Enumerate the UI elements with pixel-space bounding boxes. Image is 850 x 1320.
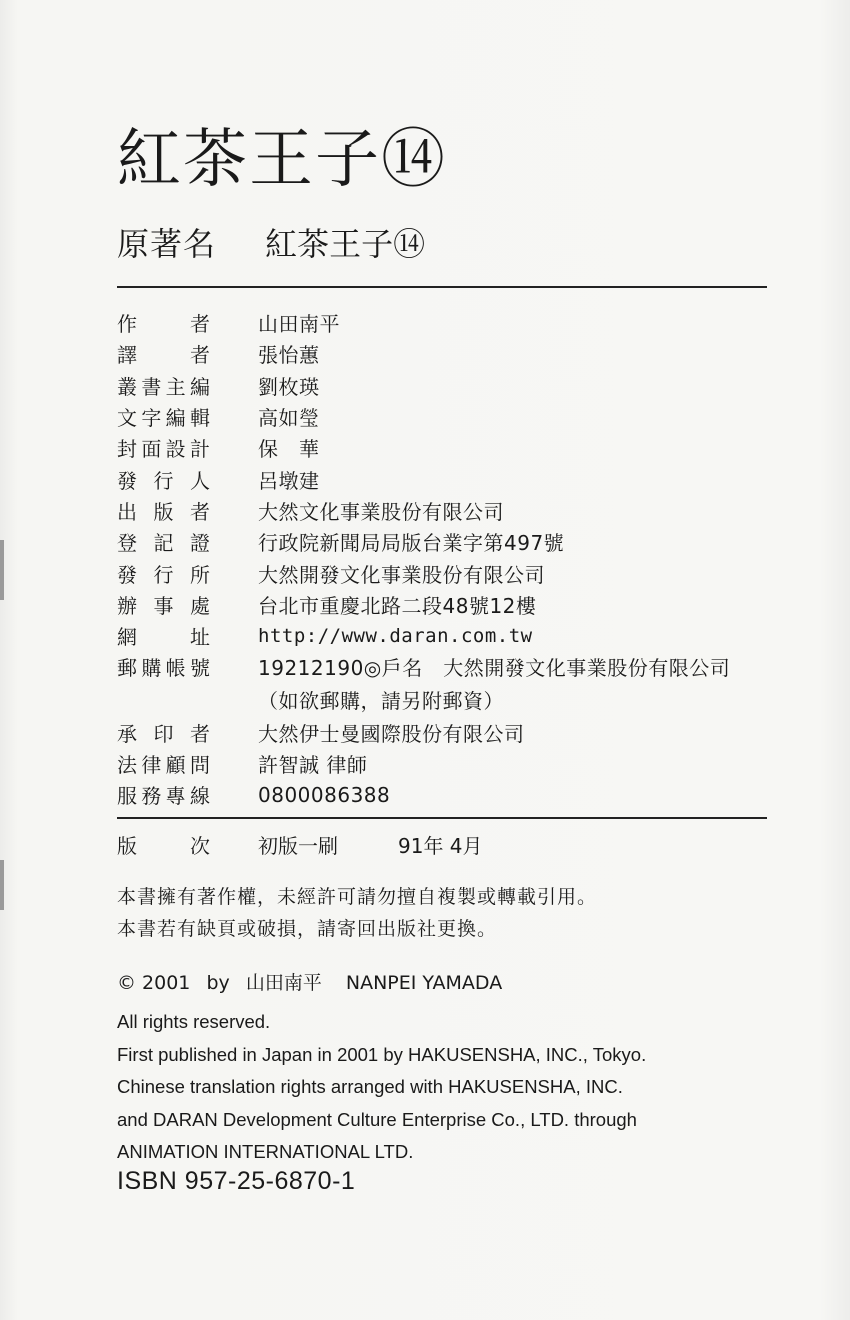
copyright-by: by: [206, 972, 230, 994]
credit-label-char: 線: [189, 784, 210, 809]
credit-label-char: 務: [141, 784, 162, 809]
page-edge-mark: [0, 540, 4, 600]
credit-label-char: 購: [141, 656, 162, 681]
credit-label-char: 行: [153, 468, 174, 493]
credit-label-char: 出: [117, 499, 137, 524]
credit-label: [117, 590, 210, 619]
edition-row: [117, 830, 483, 859]
credit-label-char: 印: [153, 721, 174, 746]
notice-line: 本書若有缺頁或破損，請寄回出版社更換。: [117, 918, 498, 940]
credit-row: [117, 432, 797, 463]
credit-label-char: 書: [141, 374, 162, 399]
credit-row: [117, 717, 797, 748]
credit-label: [117, 465, 210, 494]
credit-value: 呂墩建: [258, 468, 320, 493]
credit-label: [117, 371, 210, 400]
credit-value: 行政院新聞局局版台業字第497號: [258, 531, 565, 556]
credit-label-char: 專: [165, 784, 186, 809]
credit-label-char: 顧: [165, 753, 186, 777]
credit-label-char: 記: [153, 531, 174, 556]
english-line: First published in Japan in 2001 by HAKUSENSHA, INC., Tokyo.: [117, 1043, 647, 1065]
credit-label-char: 發: [117, 562, 137, 587]
credit-label: [117, 433, 210, 462]
credit-label-char: 證: [190, 531, 210, 556]
notice-line: 本書擁有著作權，未經許可請勿擅自複製或轉載引用。: [117, 886, 598, 908]
credit-row: [117, 338, 797, 369]
english-line: All rights reserved.: [117, 1011, 271, 1032]
credits-list: [117, 307, 797, 810]
credit-label: [117, 308, 210, 337]
credit-label: [117, 780, 210, 809]
edition-label-char: 次: [190, 834, 210, 858]
credit-label-char: 號: [189, 656, 210, 681]
credit-label-char: 輯: [189, 406, 210, 431]
credit-label-char: 字: [141, 406, 162, 431]
credit-label-char: 帳: [165, 656, 186, 681]
copyright-notices: [117, 881, 597, 945]
credit-label-char: 者: [190, 499, 210, 524]
edition-label-char: 版: [117, 834, 137, 858]
original-title-label: 原著名: [117, 225, 217, 263]
original-title: 紅茶王子⑭: [265, 225, 426, 263]
english-line: ANIMATION INTERNATIONAL LTD.: [117, 1141, 414, 1162]
copyright-author-jp: 山田南平: [245, 972, 322, 994]
credit-label-char: 者: [190, 721, 210, 746]
credit-value: （如欲郵購，請另附郵資）: [258, 689, 504, 714]
divider-middle: [117, 817, 767, 819]
credit-label: [117, 339, 210, 368]
credit-label: [117, 559, 210, 588]
credit-label-char: 址: [190, 625, 210, 650]
edition-label: [117, 830, 210, 859]
page-edge-mark: [0, 860, 4, 910]
copyright-year: © 2001: [117, 972, 191, 994]
book-title: 紅茶王子⑭: [117, 123, 447, 197]
credit-label-char: 編: [165, 406, 186, 431]
credit-label-char: 叢: [117, 374, 137, 399]
copyright-author-en: NANPEI YAMADA: [345, 972, 503, 994]
credit-label: [117, 496, 210, 525]
original-title-row: [117, 222, 425, 266]
credit-label-char: 事: [153, 593, 174, 618]
credit-label-char: 文: [117, 406, 137, 431]
isbn: ISBN 957-25-6870-1: [117, 1167, 356, 1195]
credit-label-char: 版: [153, 499, 174, 524]
credit-value: 大然伊士曼國際股份有限公司: [258, 721, 525, 746]
credit-row: [117, 307, 797, 338]
credit-row: [117, 683, 797, 717]
credit-label-char: 所: [190, 562, 210, 587]
credit-row: [117, 748, 797, 779]
credit-row: [117, 401, 797, 432]
credit-value: http://www.daran.com.tw: [258, 624, 533, 647]
credit-label-char: 人: [190, 468, 210, 493]
credit-label-char: 作: [117, 312, 137, 337]
copyright-line: [117, 968, 512, 995]
credit-value: 張怡蕙: [258, 343, 320, 368]
credit-value: 大然開發文化事業股份有限公司: [258, 562, 545, 587]
credit-label-char: 服: [117, 784, 137, 809]
credit-label-char: 法: [117, 753, 137, 777]
credit-row: [117, 779, 797, 810]
credit-label-char: 設: [165, 437, 186, 462]
credit-value: 台北市重慶北路二段48號12樓: [258, 593, 537, 618]
credit-row: [117, 526, 797, 557]
credit-label-char: 問: [189, 753, 210, 777]
credit-row: [117, 557, 797, 588]
edition-value: 初版一刷: [258, 834, 338, 858]
edition-date: 91年 4月: [398, 834, 483, 858]
credit-label: [117, 718, 210, 747]
credit-value: 高如瑩: [258, 406, 320, 431]
credit-label-char: 編: [189, 374, 210, 399]
credit-label-char: 登: [117, 531, 137, 556]
credit-row: [117, 463, 797, 494]
credit-row: [117, 589, 797, 620]
credit-row: [117, 495, 797, 526]
credit-value: 保 華: [258, 437, 320, 462]
credit-label-char: 網: [117, 625, 137, 650]
credit-value: 0800086388: [258, 782, 391, 807]
english-line: and DARAN Development Culture Enterprise Co., LTD. through: [117, 1108, 637, 1130]
credit-label-char: 處: [190, 593, 210, 618]
credit-label-char: 者: [190, 343, 210, 368]
credit-label: [117, 652, 210, 681]
credit-label-char: 面: [141, 437, 162, 462]
credit-label-char: 譯: [117, 343, 137, 368]
divider-top: [117, 286, 767, 288]
credit-row: [117, 370, 797, 401]
credit-label-char: 發: [117, 468, 137, 493]
credit-value: 劉枚瑛: [258, 374, 320, 399]
credit-value: 19212190◎戶名 大然開發文化事業股份有限公司: [258, 656, 731, 681]
credit-value: 許智誠 律師: [258, 753, 368, 777]
english-rights-text: [117, 1006, 646, 1169]
english-line: Chinese translation rights arranged with HAKUSENSHA, INC.: [117, 1076, 623, 1097]
credit-label-char: 封: [117, 437, 137, 462]
credit-label-char: 辦: [117, 593, 137, 618]
credit-label: [117, 402, 210, 431]
credit-label-char: 者: [190, 312, 210, 337]
credit-row: [117, 651, 797, 682]
credit-label: [117, 749, 210, 778]
credit-label-char: 行: [153, 562, 174, 587]
credit-label: [117, 621, 210, 650]
credit-label-char: 律: [141, 753, 162, 777]
credit-label-char: 計: [189, 437, 210, 462]
credit-value: 山田南平: [258, 312, 340, 337]
credit-value: 大然文化事業股份有限公司: [258, 499, 504, 524]
credit-label-char: 郵: [117, 656, 137, 681]
credit-label-char: 承: [117, 721, 137, 746]
credit-label-char: 主: [165, 374, 186, 399]
credit-row: [117, 620, 797, 651]
credit-label: [117, 527, 210, 556]
